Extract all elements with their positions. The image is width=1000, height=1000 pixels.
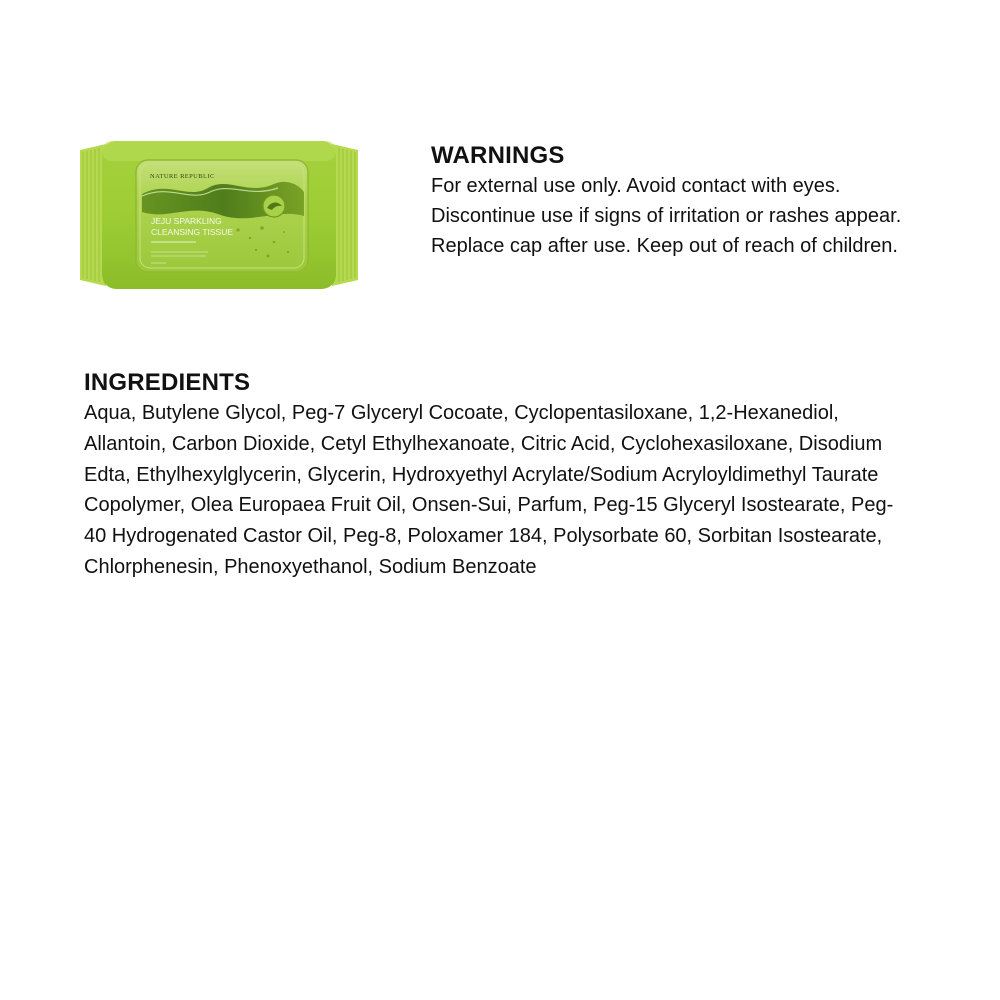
cleansing-tissue-pack-image	[78, 138, 360, 292]
warning-line: Discontinue use if signs of irritation or rashes appear.	[431, 205, 902, 227]
product-image	[78, 138, 360, 292]
warning-line: Replace cap after use. Keep out of reach of children.	[431, 235, 898, 257]
ingredients-heading: INGREDIENTS	[84, 369, 251, 396]
ingredients-section	[84, 368, 904, 583]
warning-line: For external use only. Avoid contact with eyes.	[431, 175, 841, 197]
warnings-heading: WARNINGS	[431, 142, 565, 169]
warnings-section	[431, 141, 991, 261]
svg-text:JEJU SPARKLING: JEJU SPARKLING	[151, 216, 222, 226]
ingredients-list: Aqua, Butylene Glycol, Peg-7 Glyceryl Cocoate, Cyclopentasiloxane, 1,2-Hexanediol, Allantoin, Carbon Dioxide, Cetyl Ethylhexanoate, Citric Acid, Cyclohexasiloxane, Disodium Edta, Ethylhexylglycerin, Glycerin, Hydroxyethyl Acrylate/Sodium Acryloyldimethyl Taurate Copolymer, Olea Europaea Fruit Oil, Onsen-Sui, Parfum, Peg-15 Glyceryl Isostearate, Peg-40 Hydrogenated Castor Oil, Peg-8, Poloxamer 184, Polysorbate 60, Sorbitan Isostearate, Chlorphenesin, Phenoxyethanol, Sodium Benzoate	[84, 402, 894, 578]
svg-text:NATURE REPUBLIC: NATURE REPUBLIC	[150, 173, 215, 180]
svg-text:CLEANSING TISSUE: CLEANSING TISSUE	[151, 227, 234, 237]
